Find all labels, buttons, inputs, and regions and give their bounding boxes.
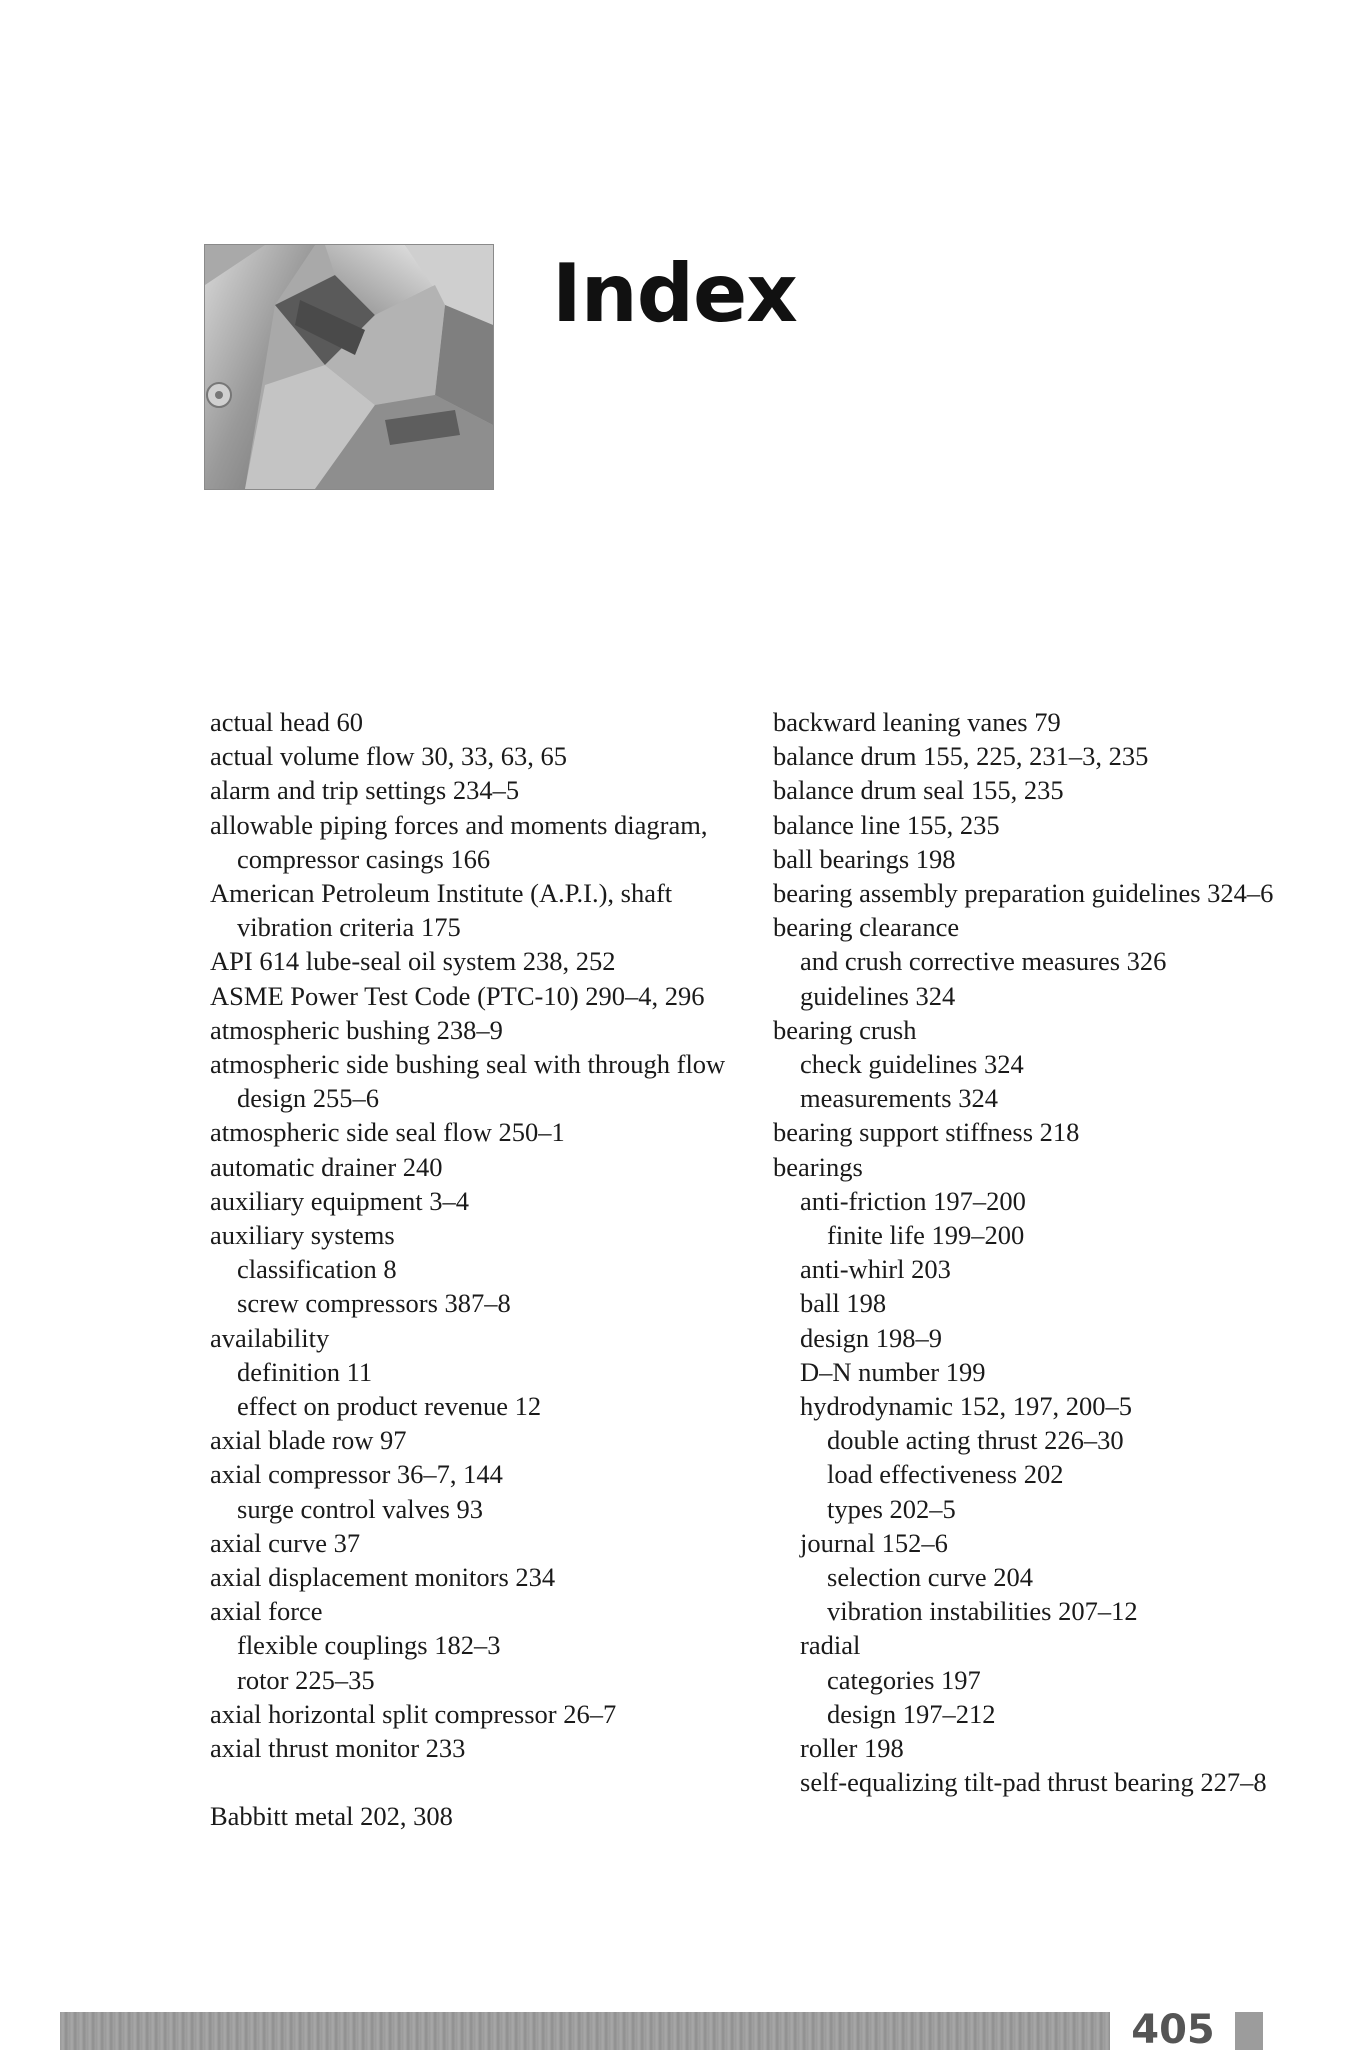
index-entry: axial blade row 97 xyxy=(210,1425,407,1456)
index-entry: anti-whirl 203 xyxy=(800,1254,951,1285)
index-entry: API 614 lube-seal oil system 238, 252 xyxy=(210,946,616,977)
index-entry: balance drum 155, 225, 231–3, 235 xyxy=(773,741,1149,772)
index-entry: bearing crush xyxy=(773,1014,917,1045)
index-entry: atmospheric bushing 238–9 xyxy=(210,1014,503,1045)
index-entry: auxiliary systems xyxy=(210,1220,395,1251)
index-column-right xyxy=(773,705,1293,1800)
index-entry: roller 198 xyxy=(800,1733,904,1764)
index-entry: balance line 155, 235 xyxy=(773,809,1000,840)
index-entry: self-equalizing tilt-pad thrust bearing 227–8 xyxy=(800,1767,1267,1798)
index-entry: axial horizontal split compressor 26–7 xyxy=(210,1698,617,1729)
index-entry: ball bearings 198 xyxy=(773,843,956,874)
index-entry: D–N number 199 xyxy=(800,1356,986,1387)
index-entry: auxiliary equipment 3–4 xyxy=(210,1185,470,1216)
index-entry: American Petroleum Institute (A.P.I.), shaft vibration criteria 175 xyxy=(210,878,673,943)
index-entry: automatic drainer 240 xyxy=(210,1151,443,1182)
index-entry: classification 8 xyxy=(237,1254,397,1285)
index-column-left xyxy=(210,705,750,1834)
index-entry: double acting thrust 226–30 xyxy=(827,1425,1124,1456)
index-entry: axial curve 37 xyxy=(210,1527,361,1558)
index-entry: check guidelines 324 xyxy=(800,1049,1024,1080)
index-entry: types 202–5 xyxy=(827,1493,956,1524)
index-entry: atmospheric side seal flow 250–1 xyxy=(210,1117,565,1148)
index-entry: axial thrust monitor 233 xyxy=(210,1733,466,1764)
index-entry: and crush corrective measures 326 xyxy=(800,946,1167,977)
index-entry: allowable piping forces and moments diagram, compressor casings 166 xyxy=(210,809,708,874)
page-title: Index xyxy=(552,247,797,340)
index-entry: balance drum seal 155, 235 xyxy=(773,775,1064,806)
index-entry: bearing support stiffness 218 xyxy=(773,1117,1080,1148)
index-entry: axial compressor 36–7, 144 xyxy=(210,1459,503,1490)
index-entry: load effectiveness 202 xyxy=(827,1459,1064,1490)
index-entry: availability xyxy=(210,1322,330,1353)
index-entry: rotor 225–35 xyxy=(237,1664,375,1695)
index-entry: design 197–212 xyxy=(827,1698,996,1729)
index-entry: definition 11 xyxy=(237,1356,373,1387)
index-entry: vibration instabilities 207–12 xyxy=(827,1596,1138,1627)
index-entry: bearings xyxy=(773,1151,863,1182)
index-entry: actual volume flow 30, 33, 63, 65 xyxy=(210,741,567,772)
index-entry: backward leaning vanes 79 xyxy=(773,707,1061,737)
index-entry: flexible couplings 182–3 xyxy=(237,1630,501,1661)
index-entry: alarm and trip settings 234–5 xyxy=(210,775,520,806)
index-entry: effect on product revenue 12 xyxy=(237,1391,542,1422)
footer-bar-end xyxy=(1235,2012,1263,2050)
index-entry: surge control valves 93 xyxy=(237,1493,484,1524)
chapter-header-image xyxy=(204,244,494,490)
footer-bar xyxy=(60,2012,1110,2050)
index-entry: design 198–9 xyxy=(800,1322,943,1353)
index-entry: ball 198 xyxy=(800,1288,887,1319)
index-entry: hydrodynamic 152, 197, 200–5 xyxy=(800,1391,1132,1422)
index-entry: selection curve 204 xyxy=(827,1562,1034,1593)
index-entry: bearing assembly preparation guidelines 324–6 xyxy=(773,878,1274,909)
index-entry: radial xyxy=(800,1630,861,1661)
index-entry: Babbitt metal 202, 308 xyxy=(210,1801,453,1832)
page-number: 405 xyxy=(1131,2007,1215,2053)
index-entry: measurements 324 xyxy=(800,1083,998,1114)
index-entry: anti-friction 197–200 xyxy=(800,1185,1026,1216)
index-entry: actual head 60 xyxy=(210,707,364,737)
index-entry: guidelines 324 xyxy=(800,980,956,1011)
index-entry: categories 197 xyxy=(827,1664,981,1695)
index-entry: axial force xyxy=(210,1596,323,1627)
index-entry: ASME Power Test Code (PTC-10) 290–4, 296 xyxy=(210,980,705,1011)
index-entry: atmospheric side bushing seal with through flow design 255–6 xyxy=(210,1049,726,1114)
index-entry: axial displacement monitors 234 xyxy=(210,1562,556,1593)
index-entry: bearing clearance xyxy=(773,912,960,943)
index-entry: finite life 199–200 xyxy=(827,1220,1025,1251)
index-entry: journal 152–6 xyxy=(800,1527,948,1558)
index-entry: screw compressors 387–8 xyxy=(237,1288,511,1319)
